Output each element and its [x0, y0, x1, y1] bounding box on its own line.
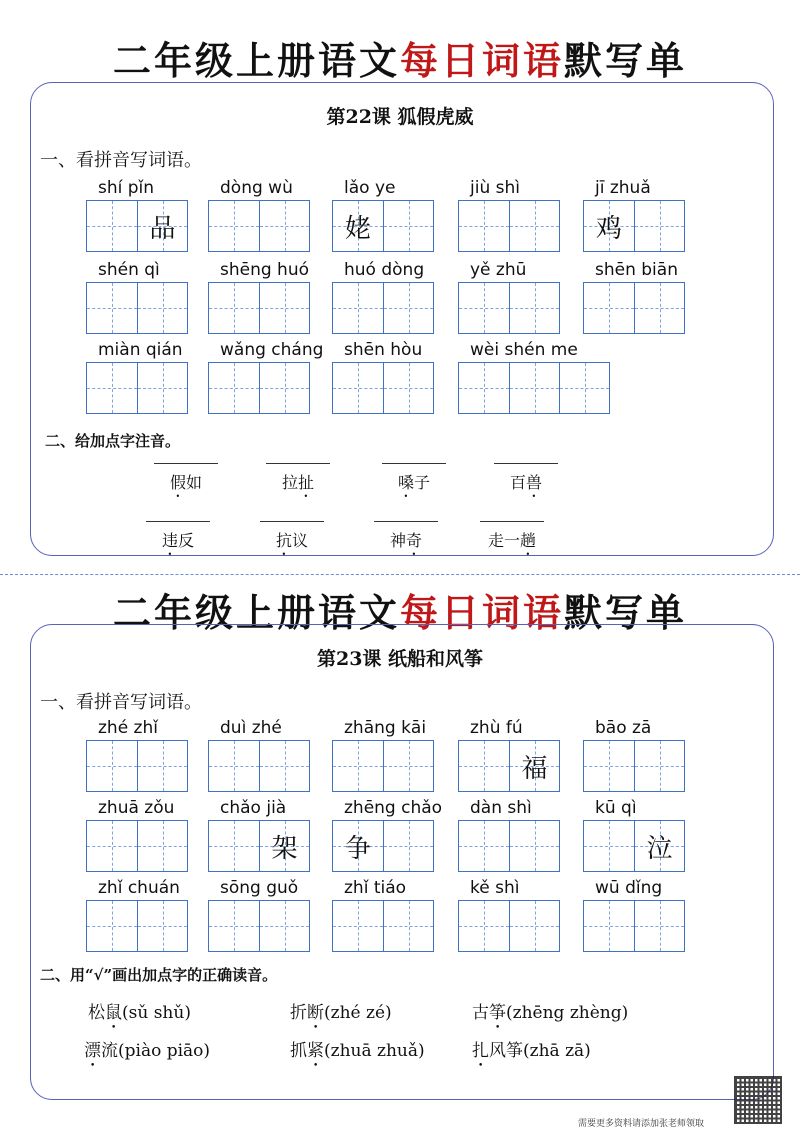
pinyin-label: zhé zhǐ	[98, 718, 158, 738]
writing-cell[interactable]	[333, 901, 383, 951]
writing-cell[interactable]	[209, 741, 259, 791]
dotted-char: 奇	[406, 531, 423, 550]
plain-char: 神	[389, 531, 406, 550]
pinyin-label: zhǐ tiáo	[344, 878, 407, 898]
annotation-item	[378, 463, 450, 501]
hint-character: 姥	[344, 213, 371, 244]
writing-cell[interactable]	[383, 901, 433, 951]
tianzige-grid[interactable]	[583, 200, 685, 252]
dotted-char: 假	[169, 473, 186, 492]
writing-cell[interactable]	[209, 901, 259, 951]
answer-line[interactable]	[494, 463, 558, 464]
writing-cell[interactable]	[333, 283, 383, 333]
writing-cell[interactable]	[87, 821, 137, 871]
writing-cell[interactable]	[259, 201, 309, 251]
pinyin-label: zhǐ chuán	[98, 878, 180, 898]
writing-cell[interactable]	[584, 821, 634, 871]
pinyin-label: wǎng cháng	[220, 340, 324, 360]
section-heading: 一、看拼音写词语。	[40, 692, 202, 713]
tianzige-grid[interactable]	[332, 362, 434, 414]
writing-cell[interactable]	[259, 363, 309, 413]
writing-cell[interactable]	[383, 821, 433, 871]
plain-char: 古	[472, 1003, 489, 1023]
writing-cell[interactable]	[209, 201, 259, 251]
pinyin-label: kě shì	[470, 878, 520, 898]
writing-cell[interactable]	[459, 283, 509, 333]
answer-line[interactable]	[266, 463, 330, 464]
pinyin-label: jiù shì	[470, 178, 520, 198]
tianzige-grid[interactable]	[583, 900, 685, 952]
tianzige-grid[interactable]	[583, 740, 685, 792]
writing-cell[interactable]	[509, 741, 559, 791]
pinyin-options: (sǔ shǔ)	[122, 1003, 191, 1023]
writing-cell[interactable]	[87, 363, 137, 413]
dotted-char: 趟	[520, 531, 537, 550]
writing-cell[interactable]	[509, 201, 559, 251]
plain-char: 拉	[281, 473, 298, 492]
tianzige-grid[interactable]	[583, 820, 685, 872]
pinyin-options: (zhā zā)	[523, 1041, 591, 1061]
plain-char: 折	[290, 1003, 307, 1023]
section-heading: 二、用“√”画出加点字的正确读音。	[40, 966, 278, 984]
pinyin-label: zhù fú	[470, 718, 523, 738]
tianzige-grid[interactable]	[332, 900, 434, 952]
tianzige-grid[interactable]	[332, 282, 434, 334]
answer-line[interactable]	[260, 521, 324, 522]
plain-char: 子	[414, 473, 431, 492]
answer-line[interactable]	[154, 463, 218, 464]
writing-cell[interactable]	[383, 283, 433, 333]
footer-note: 需要更多资料请添加张老师领取	[578, 1119, 705, 1129]
writing-cell[interactable]	[634, 283, 684, 333]
writing-cell[interactable]	[634, 741, 684, 791]
annotation-item	[150, 463, 222, 501]
tianzige-grid[interactable]	[208, 362, 310, 414]
tianzige-grid[interactable]	[208, 900, 310, 952]
writing-cell[interactable]	[584, 201, 634, 251]
pinyin-label: zhāng kāi	[344, 718, 427, 738]
writing-cell[interactable]	[333, 363, 383, 413]
writing-cell[interactable]	[383, 741, 433, 791]
annotation-word	[490, 470, 562, 501]
plain-char: 如	[186, 473, 203, 492]
annotation-word	[378, 470, 450, 501]
pinyin-label: zhuā zǒu	[98, 798, 175, 818]
tianzige-grid[interactable]	[458, 362, 610, 414]
writing-cell[interactable]	[137, 283, 187, 333]
title-part: 二年级上册语文	[112, 38, 400, 83]
section-heading: 二、给加点字注音。	[45, 432, 181, 450]
writing-cell[interactable]	[459, 363, 509, 413]
pinyin-options: (zhé zé)	[324, 1003, 392, 1023]
writing-cell[interactable]	[87, 283, 137, 333]
pinyin-label: shēn biān	[595, 260, 678, 280]
dotted-char: 违	[161, 531, 178, 550]
writing-cell[interactable]	[259, 821, 309, 871]
dotted-char: 扎	[472, 1041, 489, 1061]
pinyin-label: dòng wù	[220, 178, 293, 198]
dotted-char: 兽	[526, 473, 543, 492]
pinyin-label: yě zhū	[470, 260, 527, 280]
annotation-item	[476, 521, 548, 559]
choice-item[interactable]	[472, 998, 628, 1033]
title-part: 二年级上册语文	[112, 590, 400, 635]
annotation-item	[256, 521, 328, 559]
writing-cell[interactable]	[333, 821, 383, 871]
choice-item[interactable]	[472, 1036, 591, 1071]
tianzige-grid[interactable]	[458, 820, 560, 872]
writing-cell[interactable]	[634, 201, 684, 251]
pinyin-options: (zhēng zhèng)	[506, 1003, 629, 1023]
pinyin-label: jī zhuǎ	[595, 178, 651, 198]
choice-item[interactable]	[290, 998, 392, 1033]
annotation-word	[370, 528, 442, 559]
answer-line[interactable]	[374, 521, 438, 522]
tianzige-grid[interactable]	[458, 282, 560, 334]
pinyin-label: bāo zā	[595, 718, 652, 738]
annotation-word	[150, 470, 222, 501]
title-part: 默写单	[564, 38, 688, 83]
dotted-char: 断	[307, 1003, 324, 1023]
writing-cell[interactable]	[259, 283, 309, 333]
choice-item[interactable]	[84, 1036, 210, 1071]
writing-cell[interactable]	[459, 201, 509, 251]
tianzige-grid[interactable]	[332, 200, 434, 252]
dotted-char: 嗓	[397, 473, 414, 492]
plain-char: 松	[88, 1003, 105, 1023]
pinyin-options: (zhuā zhuǎ)	[324, 1041, 425, 1061]
pinyin-label: shēn hòu	[344, 340, 423, 360]
tianzige-grid[interactable]	[332, 820, 434, 872]
tianzige-grid[interactable]	[208, 820, 310, 872]
writing-cell[interactable]	[383, 201, 433, 251]
writing-cell[interactable]	[137, 363, 187, 413]
writing-cell[interactable]	[333, 201, 383, 251]
plain-char: 议	[292, 531, 309, 550]
plain-char: 流	[101, 1041, 118, 1061]
dotted-char: 鼠	[105, 1003, 122, 1023]
annotation-item	[370, 521, 442, 559]
lesson-title: 第23课 纸船和风筝	[316, 648, 484, 670]
writing-cell[interactable]	[87, 901, 137, 951]
hint-character: 福	[521, 753, 548, 784]
pinyin-label: zhēng chǎo	[344, 798, 443, 818]
plain-char: 走一	[487, 531, 520, 550]
cut-line	[0, 574, 800, 575]
writing-cell[interactable]	[137, 901, 187, 951]
writing-cell[interactable]	[87, 741, 137, 791]
writing-cell[interactable]	[559, 363, 609, 413]
tianzige-grid[interactable]	[86, 362, 188, 414]
writing-cell[interactable]	[459, 741, 509, 791]
pinyin-label: sōng guǒ	[220, 878, 299, 898]
writing-cell[interactable]	[634, 901, 684, 951]
plain-char: 风筝	[489, 1041, 523, 1061]
pinyin-label: shēng huó	[220, 260, 310, 280]
pinyin-label: kū qì	[595, 798, 637, 818]
tianzige-grid[interactable]	[583, 282, 685, 334]
plain-char: 反	[178, 531, 195, 550]
annotation-word	[142, 528, 214, 559]
writing-cell[interactable]	[509, 821, 559, 871]
choice-item[interactable]	[290, 1036, 425, 1071]
pinyin-label: wū dǐng	[595, 878, 663, 898]
dotted-char: 筝	[489, 1003, 506, 1023]
writing-cell[interactable]	[259, 741, 309, 791]
annotation-item	[262, 463, 334, 501]
writing-cell[interactable]	[137, 821, 187, 871]
writing-cell[interactable]	[209, 363, 259, 413]
annotation-word	[476, 528, 548, 559]
title-highlight: 每日词语	[399, 590, 564, 635]
tianzige-grid[interactable]	[458, 900, 560, 952]
annotation-word	[256, 528, 328, 559]
pinyin-label: wèi shén me	[470, 340, 578, 360]
writing-cell[interactable]	[584, 901, 634, 951]
pinyin-label: dàn shì	[470, 798, 532, 818]
hint-character: 争	[344, 833, 371, 864]
title-highlight: 每日词语	[399, 38, 564, 83]
writing-cell[interactable]	[259, 901, 309, 951]
hint-character: 架	[271, 833, 298, 864]
writing-cell[interactable]	[137, 201, 187, 251]
tianzige-grid[interactable]	[208, 282, 310, 334]
dotted-char: 抗	[275, 531, 292, 550]
tianzige-grid[interactable]	[86, 282, 188, 334]
annotation-word	[262, 470, 334, 501]
title-part: 默写单	[564, 590, 688, 635]
pinyin-label: miàn qián	[98, 340, 183, 360]
writing-cell[interactable]	[137, 741, 187, 791]
answer-line[interactable]	[146, 521, 210, 522]
pinyin-label: chǎo jià	[220, 798, 287, 818]
tianzige-grid[interactable]	[208, 200, 310, 252]
tianzige-grid[interactable]	[458, 740, 560, 792]
writing-cell[interactable]	[209, 821, 259, 871]
tianzige-grid[interactable]	[208, 740, 310, 792]
writing-cell[interactable]	[509, 283, 559, 333]
writing-cell[interactable]	[509, 901, 559, 951]
tianzige-grid[interactable]	[86, 820, 188, 872]
dotted-char: 扯	[298, 473, 315, 492]
answer-line[interactable]	[480, 521, 544, 522]
pinyin-label: huó dòng	[344, 260, 425, 280]
hint-character: 鸡	[595, 213, 622, 244]
annotation-item	[142, 521, 214, 559]
section-heading: 一、看拼音写词语。	[40, 150, 202, 171]
writing-cell[interactable]	[209, 283, 259, 333]
writing-cell[interactable]	[459, 821, 509, 871]
writing-cell[interactable]	[383, 363, 433, 413]
tianzige-grid[interactable]	[86, 200, 188, 252]
tianzige-grid[interactable]	[458, 200, 560, 252]
hint-character: 泣	[646, 833, 673, 864]
dotted-char: 漂	[84, 1041, 101, 1061]
pinyin-options: (piào piāo)	[118, 1041, 211, 1061]
tianzige-grid[interactable]	[86, 900, 188, 952]
tianzige-grid[interactable]	[332, 740, 434, 792]
writing-cell[interactable]	[87, 201, 137, 251]
choice-item[interactable]	[88, 998, 191, 1033]
annotation-item	[490, 463, 562, 501]
pinyin-label: shén qì	[98, 260, 160, 280]
writing-cell[interactable]	[634, 821, 684, 871]
writing-cell[interactable]	[584, 741, 634, 791]
writing-cell[interactable]	[333, 741, 383, 791]
writing-cell[interactable]	[584, 283, 634, 333]
pinyin-label: shí pǐn	[98, 178, 155, 198]
qr-code-icon	[734, 1076, 782, 1124]
pinyin-label: lǎo ye	[344, 178, 396, 198]
writing-cell[interactable]	[509, 363, 559, 413]
dotted-char: 紧	[307, 1041, 324, 1061]
plain-char: 百	[509, 473, 526, 492]
sheet-title	[0, 30, 800, 85]
answer-line[interactable]	[382, 463, 446, 464]
pinyin-label: duì zhé	[220, 718, 282, 738]
hint-character: 品	[149, 213, 176, 244]
plain-char: 抓	[290, 1041, 307, 1061]
writing-cell[interactable]	[459, 901, 509, 951]
lesson-title: 第22课 狐假虎威	[326, 106, 474, 128]
tianzige-grid[interactable]	[86, 740, 188, 792]
